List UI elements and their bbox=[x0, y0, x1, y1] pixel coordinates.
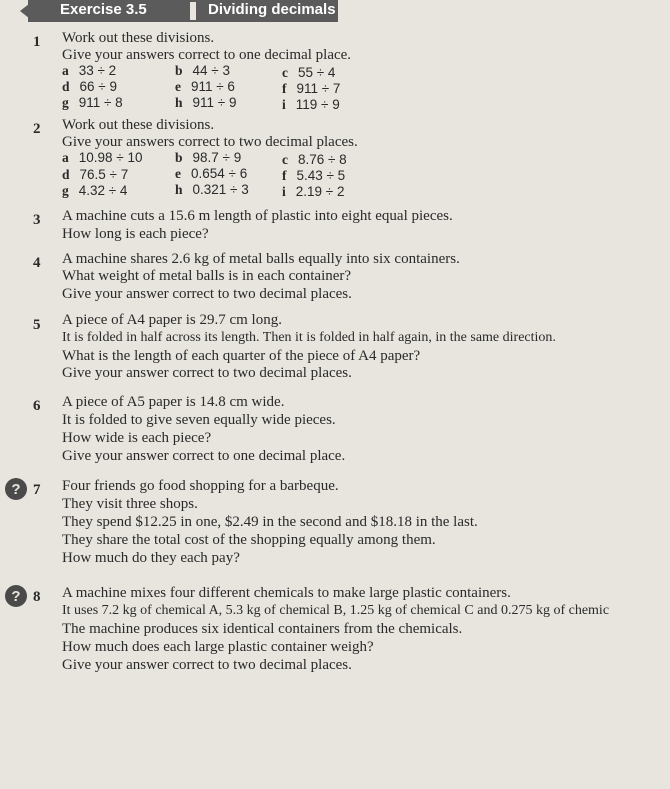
q2-number: 2 bbox=[33, 121, 41, 137]
q3-line: How long is each piece? bbox=[62, 226, 209, 242]
q2-item-d: d 76.5 ÷ 7 bbox=[62, 167, 129, 182]
q5-line: What is the length of each quarter of the piece of A4 paper? bbox=[62, 348, 421, 364]
q6-line: A piece of A5 paper is 14.8 cm wide. bbox=[62, 394, 285, 410]
q1-item-d: d 66 ÷ 9 bbox=[62, 79, 117, 94]
q7-line: Four friends go food shopping for a barbeque. bbox=[62, 478, 339, 494]
q4-number: 4 bbox=[33, 255, 41, 271]
q7-line: How much do they each pay? bbox=[62, 550, 240, 566]
q5-line: It is folded in half across its length. Then it is folded in half again, in the same direction. bbox=[62, 330, 556, 345]
q2-item-h: h 0.321 ÷ 3 bbox=[175, 182, 249, 197]
q6-number: 6 bbox=[33, 398, 41, 414]
q2-item-c: c 8.76 ÷ 8 bbox=[282, 152, 347, 167]
q7-line: They spend $12.25 in one, $2.49 in the second and $18.18 in the last. bbox=[62, 514, 478, 530]
q1-item-h: h 911 ÷ 9 bbox=[175, 95, 237, 110]
q4-line: What weight of metal balls is in each container? bbox=[62, 268, 352, 284]
svg-text:?: ? bbox=[11, 481, 21, 498]
q7-line: They share the total cost of the shopping equally among them. bbox=[62, 532, 436, 548]
exercise-number: Exercise 3.5 bbox=[60, 1, 147, 18]
q2-item-g: g 4.32 ÷ 4 bbox=[62, 183, 128, 198]
exercise-header bbox=[0, 0, 670, 26]
q2-item-f: f 5.43 ÷ 5 bbox=[282, 168, 346, 183]
q5-line: Give your answer correct to two decimal places. bbox=[62, 365, 352, 381]
q1-item-e: e 911 ÷ 6 bbox=[175, 79, 235, 94]
q8-line: The machine produces six identical containers from the chemicals. bbox=[62, 621, 463, 637]
svg-text:?: ? bbox=[11, 588, 21, 605]
q2-item-i: i 2.19 ÷ 2 bbox=[282, 184, 345, 199]
header-separator bbox=[190, 2, 196, 20]
q7-line: They visit three shops. bbox=[62, 496, 198, 512]
q2-line: Work out these divisions. bbox=[62, 117, 215, 133]
q5-line: A piece of A4 paper is 29.7 cm long. bbox=[62, 312, 282, 328]
q1-number: 1 bbox=[33, 34, 41, 50]
q3-line: A machine cuts a 15.6 m length of plastic into eight equal pieces. bbox=[62, 208, 453, 224]
q1-line: Work out these divisions. bbox=[62, 30, 215, 46]
q7-number: 7 bbox=[33, 482, 41, 498]
question-icon bbox=[4, 584, 28, 608]
q6-line: It is folded to give seven equally wide pieces. bbox=[62, 412, 336, 428]
q5-number: 5 bbox=[33, 317, 41, 333]
q1-item-f: f 911 ÷ 7 bbox=[282, 81, 341, 96]
q2-item-e: e 0.654 ÷ 6 bbox=[175, 166, 248, 181]
q4-line: Give your answer correct to two decimal places. bbox=[62, 286, 352, 302]
q8-line: A machine mixes four different chemicals to make large plastic containers. bbox=[62, 585, 511, 601]
q3-number: 3 bbox=[33, 212, 41, 228]
q6-line: Give your answer correct to one decimal place. bbox=[62, 448, 346, 464]
q2-line: Give your answers correct to two decimal places. bbox=[62, 134, 358, 150]
q8-number: 8 bbox=[33, 589, 41, 605]
q8-line: It uses 7.2 kg of chemical A, 5.3 kg of chemical B, 1.25 kg of chemical C and 0.275 kg of chemic bbox=[62, 603, 610, 618]
q2-item-b: b 98.7 ÷ 9 bbox=[175, 150, 242, 165]
q6-line: How wide is each piece? bbox=[62, 430, 212, 446]
q1-item-g: g 911 ÷ 8 bbox=[62, 95, 123, 110]
q8-line: How much does each large plastic container weigh? bbox=[62, 639, 374, 655]
q1-item-b: b 44 ÷ 3 bbox=[175, 63, 230, 78]
q1-line: Give your answers correct to one decimal place. bbox=[62, 47, 352, 63]
q2-item-a: a 10.98 ÷ 10 bbox=[62, 150, 143, 165]
exercise-title: Dividing decimals bbox=[208, 1, 336, 18]
q1-item-c: c 55 ÷ 4 bbox=[282, 65, 336, 80]
q1-item-i: i 119 ÷ 9 bbox=[282, 97, 340, 112]
q1-item-a: a 33 ÷ 2 bbox=[62, 63, 117, 78]
q4-line: A machine shares 2.6 kg of metal balls equally into six containers. bbox=[62, 251, 460, 267]
q8-line: Give your answer correct to two decimal places. bbox=[62, 657, 352, 673]
question-icon bbox=[4, 477, 28, 501]
